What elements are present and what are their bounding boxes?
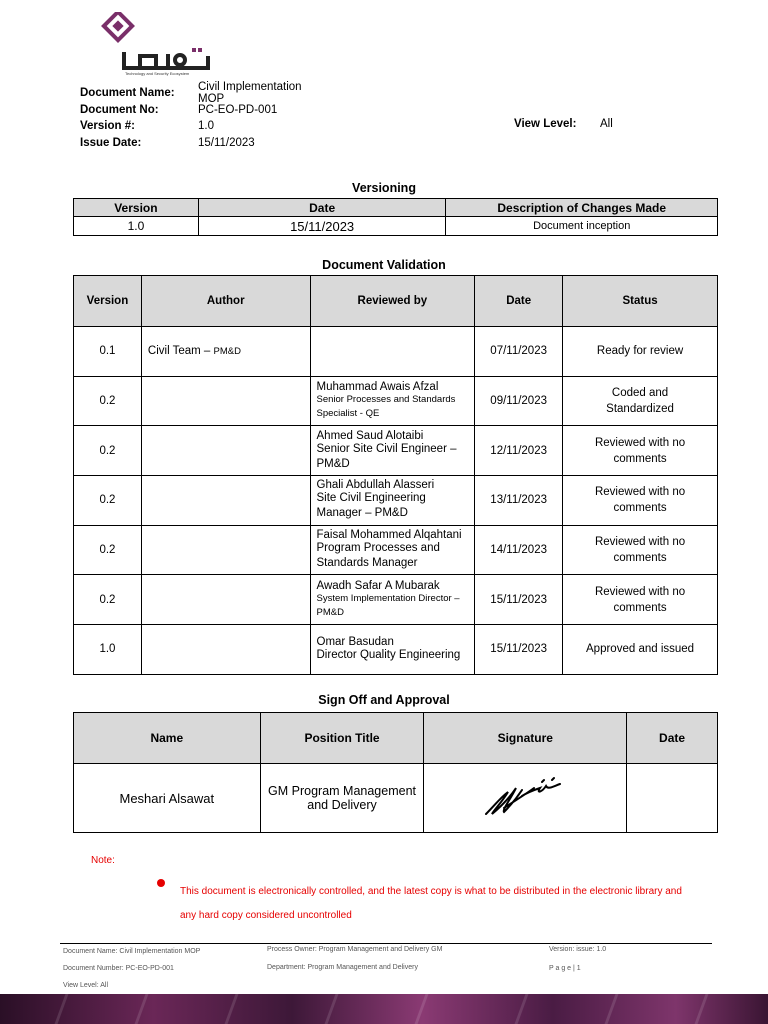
reviewer-title: Site Civil Engineering Manager – PM&D [316, 492, 426, 520]
validation-cell-reviewer [310, 426, 475, 476]
validation-cell-author [141, 575, 310, 625]
note-bullet-icon [157, 879, 165, 887]
validation-cell-version: 0.2 [74, 575, 142, 625]
validation-cell-status: Approved and issued [563, 625, 718, 675]
validation-header-reviewed-by: Reviewed by [310, 276, 475, 327]
validation-header-date: Date [475, 276, 563, 327]
signoff-header-name: Name [74, 713, 261, 764]
signoff-header-signature: Signature [424, 713, 627, 764]
footer-department: Department: Program Management and Delivery [267, 964, 418, 971]
signoff-cell-position: GM Program Management and Delivery [260, 764, 424, 833]
validation-cell-version: 0.2 [74, 476, 142, 526]
table-row [74, 327, 718, 377]
validation-cell-reviewer [310, 525, 475, 575]
signature-image [482, 774, 568, 820]
footer-doc-name: Document Name: Civil Implementation MOP [63, 948, 201, 955]
versioning-cell-description: Document inception [446, 217, 718, 236]
document-no-label: Document No: [80, 103, 159, 116]
table-row [74, 426, 718, 476]
validation-cell-author [141, 376, 310, 426]
issue-date-value: 15/11/2023 [198, 136, 255, 149]
versioning-cell-date: 15/11/2023 [198, 217, 446, 236]
versioning-header-description: Description of Changes Made [446, 199, 718, 217]
view-level [514, 118, 613, 130]
validation-cell-status: Ready for review [563, 327, 718, 377]
validation-cell-status: Coded and Standardized [563, 376, 718, 426]
signoff-cell-signature [424, 764, 627, 833]
table-row [74, 476, 718, 526]
reviewer-name: Ghali Abdullah Alasseri [316, 479, 435, 492]
reviewer-name: Faisal Mohammed Alqahtani [316, 529, 462, 542]
validation-header-status: Status [563, 276, 718, 327]
validation-cell-version: 0.1 [74, 327, 142, 377]
validation-cell-version: 0.2 [74, 376, 142, 426]
signoff-header-row [74, 713, 718, 764]
company-logo [96, 12, 220, 80]
validation-cell-status: Reviewed with no comments [563, 426, 718, 476]
signoff-table [73, 712, 718, 833]
versioning-header-row [74, 199, 718, 217]
reviewer-name: Ahmed Saud Alotaibi [316, 429, 424, 442]
document-meta [80, 81, 318, 151]
note-text: This document is electronically controlled, and the latest copy is what to be distributed in the electronic library and any hard copy considered uncontrolled [180, 886, 682, 921]
validation-cell-author [141, 625, 310, 675]
versioning-header-version: Version [74, 199, 199, 217]
reviewer-name: Omar Basudan [316, 635, 394, 648]
validation-cell-date: 14/11/2023 [475, 525, 563, 575]
validation-cell-author [141, 476, 310, 526]
reviewer-title: Senior Site Civil Engineer – PM&D [316, 442, 457, 470]
validation-cell-author [141, 327, 310, 377]
logo-tagline: Technology and Security Ecosystem [125, 71, 190, 76]
validation-table [73, 275, 718, 675]
versioning-table [73, 198, 718, 236]
footer-version: Version: issue: 1.0 [549, 946, 607, 953]
footer-page-number: P a g e | 1 [549, 965, 581, 972]
signoff-header-position: Position Title [260, 713, 424, 764]
table-row [74, 625, 718, 675]
validation-cell-author [141, 525, 310, 575]
validation-cell-reviewer [310, 376, 475, 426]
validation-cell-status: Reviewed with no comments [563, 575, 718, 625]
validation-cell-reviewer [310, 327, 475, 377]
validation-cell-status: Reviewed with no comments [563, 476, 718, 526]
validation-title: Document Validation [322, 258, 446, 272]
validation-cell-date: 13/11/2023 [475, 476, 563, 526]
validation-header-row [74, 276, 718, 327]
issue-date-label: Issue Date: [80, 136, 142, 149]
document-no-value: PC-EO-PD-001 [198, 103, 278, 116]
reviewer-title: Director Quality Engineering [316, 648, 461, 661]
view-level-value: All [600, 118, 613, 130]
validation-cell-reviewer [310, 575, 475, 625]
footer-decorative-band [0, 994, 768, 1024]
version-label: Version #: [80, 120, 135, 133]
validation-cell-date: 15/11/2023 [475, 625, 563, 675]
note-label: Note: [91, 855, 115, 866]
footer-divider [60, 943, 712, 944]
reviewer-title: Senior Processes and Standards Specialist - QE [316, 394, 456, 420]
footer-process-owner: Process Owner: Program Management and Delivery GM [267, 946, 443, 953]
view-level-label: View Level: [514, 118, 577, 130]
validation-cell-status: Reviewed with no comments [563, 525, 718, 575]
reviewer-title: System Implementation Director – PM&D [316, 592, 460, 618]
validation-cell-version: 0.2 [74, 426, 142, 476]
table-row [74, 525, 718, 575]
validation-cell-date: 09/11/2023 [475, 376, 563, 426]
signoff-header-date: Date [627, 713, 718, 764]
validation-cell-date: 15/11/2023 [475, 575, 563, 625]
author-name: Civil Team – [147, 345, 214, 358]
document-name-value: Civil Implementation MOP [198, 81, 302, 106]
footer-view-level: View Level: All [63, 982, 109, 989]
validation-cell-author [141, 426, 310, 476]
signoff-title: Sign Off and Approval [318, 693, 450, 707]
validation-cell-date: 07/11/2023 [475, 327, 563, 377]
table-row [74, 764, 718, 833]
table-row [74, 217, 718, 236]
footer-doc-number: Document Number: PC-EO-PD-001 [63, 965, 174, 972]
versioning-title: Versioning [352, 181, 416, 195]
validation-header-author: Author [141, 276, 310, 327]
signoff-cell-date [627, 764, 718, 833]
author-dept: PM&D [213, 346, 241, 358]
table-row [74, 376, 718, 426]
validation-header-version: Version [74, 276, 142, 327]
versioning-cell-version: 1.0 [74, 217, 199, 236]
validation-cell-reviewer [310, 625, 475, 675]
validation-cell-version: 1.0 [74, 625, 142, 675]
table-row [74, 575, 718, 625]
document-name-label: Document Name: [80, 87, 175, 100]
validation-cell-version: 0.2 [74, 525, 142, 575]
validation-cell-reviewer [310, 476, 475, 526]
validation-cell-date: 12/11/2023 [475, 426, 563, 476]
reviewer-title: Program Processes and Standards Manager [316, 542, 440, 570]
versioning-header-date: Date [198, 199, 446, 217]
signoff-cell-name: Meshari Alsawat [74, 764, 261, 833]
version-value: 1.0 [198, 120, 214, 133]
reviewer-name: Muhammad Awais Afzal [316, 381, 439, 394]
reviewer-name: Awadh Safar A Mubarak [316, 579, 440, 592]
